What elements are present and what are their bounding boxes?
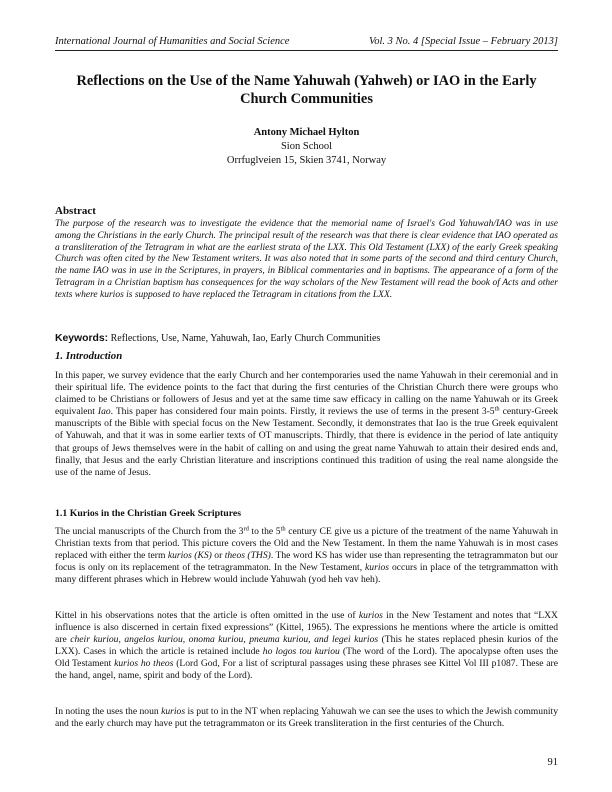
paragraph-uncial-manuscripts: The uncial manuscripts of the Church from the 3rd to the 5th century CE give us a picture of the treatment of the name Yahuwah in Christian texts from that period. This picture covers the Old and the New Testament. In them the name Yahuwah is in most cases replaced with either the term kurios (KS) or theos (THS). The word KS has wider use than representing the tetragrammaton but our focus is only on its replacement of the tetragrammaton. In the New Testament, kurios occurs in place of the tetrgrammatton with many different phrases which in Hebrew would include Yahuwah (yod heh vav heh). bbox=[55, 525, 559, 586]
keywords-line bbox=[55, 333, 558, 344]
author-affiliation: Sion School bbox=[280, 141, 333, 152]
paragraph-introduction: In this paper, we survey evidence that the early Church and her contemporaries used the name Yahuwah in their ceremonial and in their spiritual life. The evidence points to the fact that during the first centuries of the Christian Church there were groups who claimed to be Christians or followers of Jesus and yet at the same time saw efficacy in calling on the name Yahuwah or its Greek equivalent Iao. This paper has considered four main points. Firstly, it reviews the use of terms in the present 3-5th century-Greek manuscripts of the Bible with special focus on the New Testament. Secondly, it demonstrates that Iao is the true Greek equivalent of Yahuwah, and that it was in some earlier texts of OT manuscripts. Thirdly, that there is evidence in the period of late antiquity that groups of Jews themselves were in the habit of calling on and using the great name Yahuwah to attain their desired ends and, finally, that Jesus and the early Christian literature and inscriptions continued this tradition of using the real name alongside the use of the name of Jesus. bbox=[55, 370, 558, 478]
author-name: Antony Michael Hylton bbox=[253, 127, 360, 138]
author-block bbox=[55, 126, 558, 168]
abstract-text: The purpose of the research was to investigate the evidence that the memorial name of Israel's God Yahuwah/IAO was in use among the Christians in the early Church. The principal result of the research was that there is clear evidence that IAO operated as a transliteration of the Tetragram in what are the earliest strata of the LXX. This Old Testament (LXX) of the early Greek speaking Church was often cited by the New Testament writers. It was also noted that in some parts of the second and third century Church, the name IAO was in use in the Scriptures, in prayers, in Biblical commentaries and in baptisms. The appearance of a form of the Tetragram in a Christian baptism has consequences for the way scholars of the New Testament will read the book of Acts and other texts where kurios is supposed to have replaced the Tetragram in citations from the LXX. bbox=[55, 219, 558, 300]
keywords-text: Reflections, Use, Name, Yahuwah, Iao, Early Church Communities bbox=[110, 333, 381, 344]
author-address: Orrfuglveien 15, Skien 3741, Norway bbox=[226, 155, 387, 166]
paragraph-noun-kurios: In noting the uses the noun kurios is put to in the NT when replacing Yahuwah we can see the uses to which the Jewish community and the early church may have put the tetragrammaton or its Greek transliteration in the first centuries of the Church. bbox=[55, 706, 558, 730]
article-title: Reflections on the Use of the Name Yahuwah (Yahweh) or IAO in the Early Church Communities bbox=[76, 73, 537, 107]
issue-info: Vol. 3 No. 4 [Special Issue – February 2013] bbox=[369, 36, 558, 47]
section-heading-introduction: 1. Introduction bbox=[55, 350, 123, 362]
keywords-label: Keywords: bbox=[55, 333, 109, 344]
running-header bbox=[55, 35, 558, 51]
abstract-heading: Abstract bbox=[55, 205, 96, 217]
page-number: 91 bbox=[547, 757, 558, 768]
paragraph-kittel: Kittel in his observations notes that the article is often omitted in the use of kurios in the New Testament and notes that “LXX influence is also discerned in certain fixed expressions” (Kittel, 1965). The expressions he mentions where the article is omitted are cheir kuriou, angelos kuriou, onoma kuriou, pneuma kuriou, and legei kurios (This he states replaced phesin kurios of the LXX). Cases in which the article is retained include ho logos tou kuriou (The word of the Lord). The apocalypse often uses the Old Testament kurios ho theos (Lord God, For a list of scriptural passages using these phrases see Kittel Vol III p1087. These are the hand, angel, name, spirit and body of the Lord). bbox=[55, 610, 558, 682]
subsection-heading-kurios: 1.1 Kurios in the Christian Greek Scriptures bbox=[55, 508, 242, 519]
journal-name: International Journal of Humanities and Social Science bbox=[55, 36, 290, 47]
